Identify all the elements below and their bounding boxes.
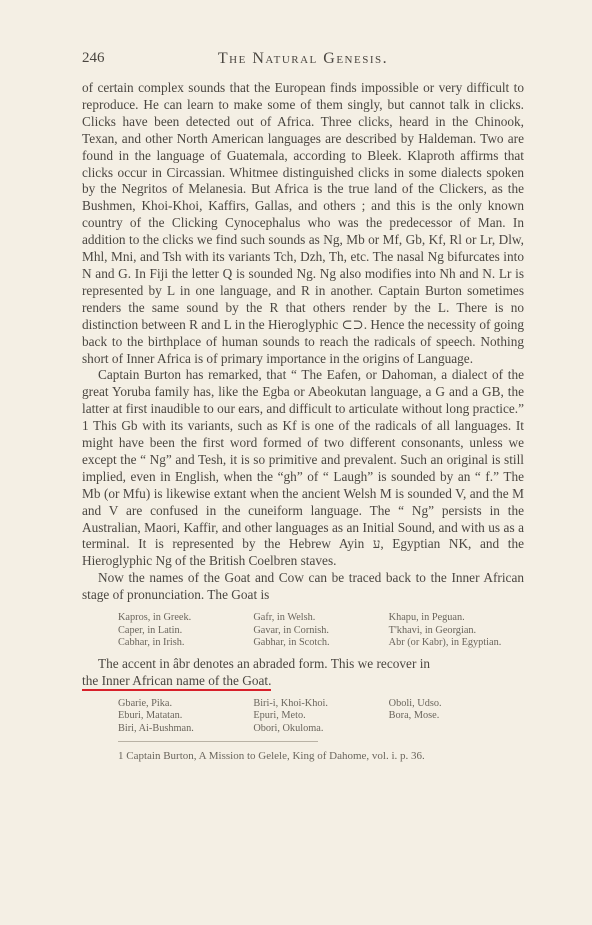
list-item: T'khavi, in Georgian. bbox=[388, 624, 477, 636]
page-body bbox=[82, 80, 524, 765]
list-item: Gafr, in Welsh. bbox=[253, 612, 316, 624]
list-item: Cabhar, in Irish. bbox=[118, 637, 185, 649]
list-item: Bora, Mose. bbox=[388, 710, 440, 722]
african-column-2 bbox=[253, 698, 388, 736]
running-title: The Natural Genesis. bbox=[217, 50, 389, 67]
running-header bbox=[82, 50, 524, 72]
footnote: 1 Captain Burton, A Mission to Gelele, King of Dahome, vol. i. p. 36. bbox=[118, 750, 425, 763]
list-item: Caper, in Latin. bbox=[118, 624, 183, 636]
paragraph-2: Captain Burton has remarked, that “ The Eafen, or Dahoman, a dialect of the great Yoruba family has, like the Egba or Abeokutan language, a G and a GB, the latter at first inaudible to our ears, and difficult to articulate without long practice.” 1 This Gb with its variants, such as Kf is one of the radicals of all languages. It might have been the first word formed of two different consonants, unless we except the “ Ng” and Tesh, it is so primitive and prevalent. Such an original is still implied, even in English, when the “gh” of “ Laugh” is sounded by an “ f.” The Mb (or Mfu) is likewise extant when the ancient Welsh M is sounded V, and the M and V are confused in the cuneiform language. The “ Ng” persists in the Australian, Maori, Kaffir, and other languages as an Initial Sound, and with us as a terminal. It is represented by the Hebrew Ayin ע, Egyptian NK, and the Hieroglyphic Ng of the British Coelbren staves. bbox=[82, 367, 524, 569]
african-names-table bbox=[118, 698, 524, 736]
list-item: Gavar, in Cornish. bbox=[253, 624, 329, 636]
list-item: Eburi, Matatan. bbox=[118, 710, 183, 722]
list-item: Gabhar, in Scotch. bbox=[253, 637, 330, 649]
goat-column-2 bbox=[253, 612, 388, 650]
african-column-3 bbox=[389, 698, 524, 736]
paragraph-3: Now the names of the Goat and Cow can be traced back to the Inner African stage of pronunciation. The Goat is bbox=[82, 570, 524, 603]
list-item: Khapu, in Peguan. bbox=[388, 612, 465, 624]
african-column-1 bbox=[118, 698, 253, 736]
footnote-divider bbox=[118, 741, 318, 742]
list-item: Obori, Okuloma. bbox=[253, 722, 324, 734]
list-item: Oboli, Udso. bbox=[388, 697, 442, 709]
accent-line-continued bbox=[82, 673, 524, 690]
list-item: Biri-i, Khoi-Khoi. bbox=[253, 697, 328, 709]
list-item: Biri, Ai-Bushman. bbox=[118, 722, 194, 734]
page-number: 246 bbox=[82, 50, 105, 66]
list-item: Epuri, Meto. bbox=[253, 710, 306, 722]
goat-column-1 bbox=[118, 612, 253, 650]
goat-column-3 bbox=[389, 612, 524, 650]
list-item: Gbarie, Pika. bbox=[118, 697, 173, 709]
list-item: Abr (or Kabr), in Egyptian. bbox=[388, 637, 502, 649]
list-item: Kapros, in Greek. bbox=[118, 612, 192, 624]
goat-names-table bbox=[118, 612, 524, 650]
paragraph-1: of certain complex sounds that the European finds impossible or very difficult to reproduce. He can learn to make some of them singly, but cannot talk in clicks. Clicks have been detected out of Africa. Three clicks, heard in the Chinook, Texan, and other North American languages are described by Haldeman. Two are found in the language of Guatemala, according to Bleek. Klaproth affirms that clicks occur in Circassian. Whitmee distinguished clicks in some dialects spoken by the Negritos of Melanesia. But Africa is the true land of the Clickers, as the Bushmen, Khoi-Khoi, Kaffirs, Gallas, and others ; and this is the only known country of the Clicking Cynocephalus who was the predecessor of Man. In addition to the clicks we find such sounds as Ng, Mb or Mf, Gb, Kf, Rl or Lr, Dlw, Mhl, Mni, and Tsh with its variants Tch, Dzh, Th, etc. The nasal Ng bifurcates into N and G. In Fiji the letter Q is sounded Ng. Ng also modifies into Nh and N. Lr is represented by L in one language, and R in another. Captain Burton sometimes renders the same sound by the R that others render by the L. There is no distinction between R and L in the Hieroglyphic ⊂⊃. Hence the necessity of going back to the birthplace of human sounds to reach the radicals of speech. Nothing short of Inner Africa is of primary importance in the origins of Language. bbox=[82, 80, 525, 366]
highlighted-phrase: the Inner African name of the Goat. bbox=[82, 673, 271, 691]
accent-line: The accent in âbr denotes an abraded form. This we recover in bbox=[98, 655, 431, 671]
